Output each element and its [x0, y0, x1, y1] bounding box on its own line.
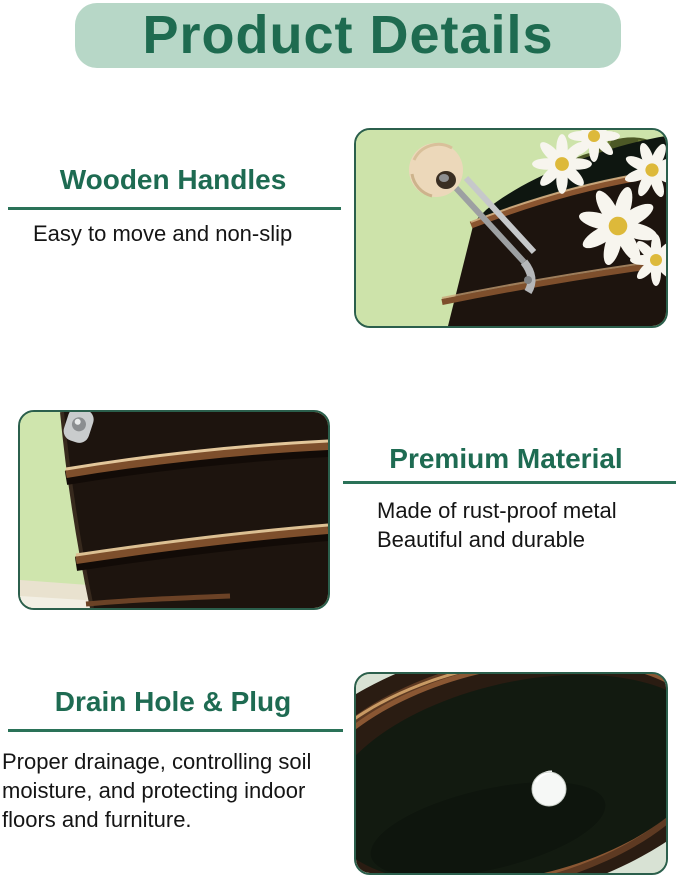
section-body-premium-material	[377, 496, 617, 554]
drain-plug-photo	[354, 672, 668, 875]
body-line: Made of rust-proof metal	[377, 498, 617, 523]
premium-material-photo-illustration	[20, 412, 328, 608]
wooden-handle-photo-illustration	[356, 130, 666, 326]
section-underline	[343, 481, 676, 484]
header-pill	[75, 3, 621, 68]
body-line: Beautiful and durable	[377, 527, 585, 552]
page-title: Product Details	[142, 5, 554, 65]
body-line: moisture, and protecting indoor	[2, 778, 306, 803]
section-heading-drain-hole-plug: Drain Hole & Plug	[54, 686, 292, 717]
wooden-handle-photo	[354, 128, 668, 328]
section-body-wooden-handles	[33, 219, 292, 248]
section-heading-premium-material: Premium Material	[389, 443, 623, 474]
body-line: floors and furniture.	[2, 807, 192, 832]
body-line: Easy to move and non-slip	[33, 221, 293, 246]
premium-material-photo	[18, 410, 330, 610]
section-body-drain-hole-plug	[2, 747, 311, 834]
section-underline	[8, 207, 341, 210]
section-underline	[8, 729, 343, 732]
section-heading-wooden-handles: Wooden Handles	[59, 164, 287, 195]
body-line: Proper drainage, controlling soil	[2, 749, 312, 774]
drain-plug-photo-illustration	[356, 674, 666, 873]
